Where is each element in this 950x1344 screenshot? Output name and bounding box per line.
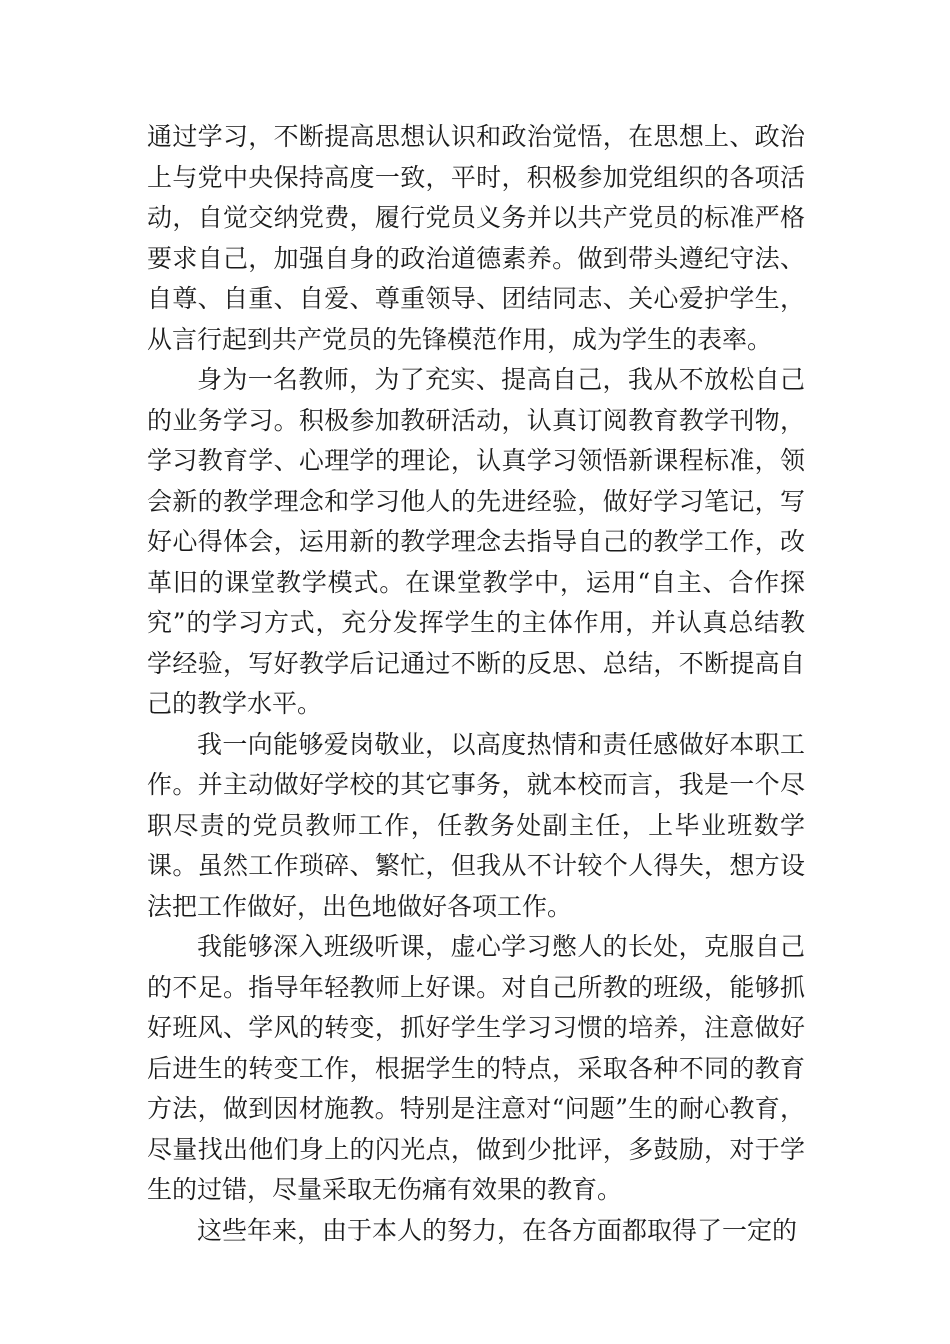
paragraph-continuation: 通过学习，不断提高思想认识和政治觉悟，在思想上、政治上与党中央保持高度一致，平时，积极参加党组织的各项活动，自觉交纳党费，履行党员义务并以共产党员的标准严格要求自己，加强自身的政治道德素养。做到带头遵纪守法、自尊、自重、自爱、尊重领导、团结同志、关心爱护学生，从言行起到共产党员的先锋模范作用，成为学生的表率。 <box>147 122 805 354</box>
document-page <box>147 117 805 1251</box>
paragraph-class-management: 我能够深入班级听课，虚心学习憋人的长处，克服自己的不足。指导年轻教师上好课。对自己所教的班级，能够抓好班风、学风的转变，抓好学生学习习惯的培养，注意做好后进生的转变工作，根据学生的特点，采取各种不同的教育方法，做到因材施教。特别是注意对“问题”生的耐心教育，尽量找出他们身上的闪光点，做到少批评，多鼓励，对于学生的过错，尽量采取无伤痛有效果的教育。 <box>147 932 805 1204</box>
paragraph-professional-study: 身为一名教师，为了充实、提高自己，我从不放松自己的业务学习。积极参加教研活动，认真订阅教育教学刊物，学习教育学、心理学的理论，认真学习领悟新课程标准，领会新的教学理念和学习他人的先进经验，做好学习笔记，写好心得体会，运用新的教学理念去指导自己的教学工作，改革旧的课堂教学模式。在课堂教学中，运用“自主、合作探究”的学习方式，充分发挥学生的主体作用，并认真总结教学经验，写好教学后记通过不断的反思、总结，不断提高自己的教学水平。 <box>147 365 805 718</box>
paragraph-work-dedication: 我一向能够爱岗敬业，以高度热情和责任感做好本职工作。并主动做好学校的其它事务，就本校而言，我是一个尽职尽责的党员教师工作，任教务处副主任，上毕业班数学课。虽然工作琐碎、繁忙，但我从不计较个人得失，想方设法把工作做好，出色地做好各项工作。 <box>147 729 805 921</box>
paragraph-achievements: 这些年来，由于本人的努力，在各方面都取得了一定的 <box>197 1215 798 1245</box>
